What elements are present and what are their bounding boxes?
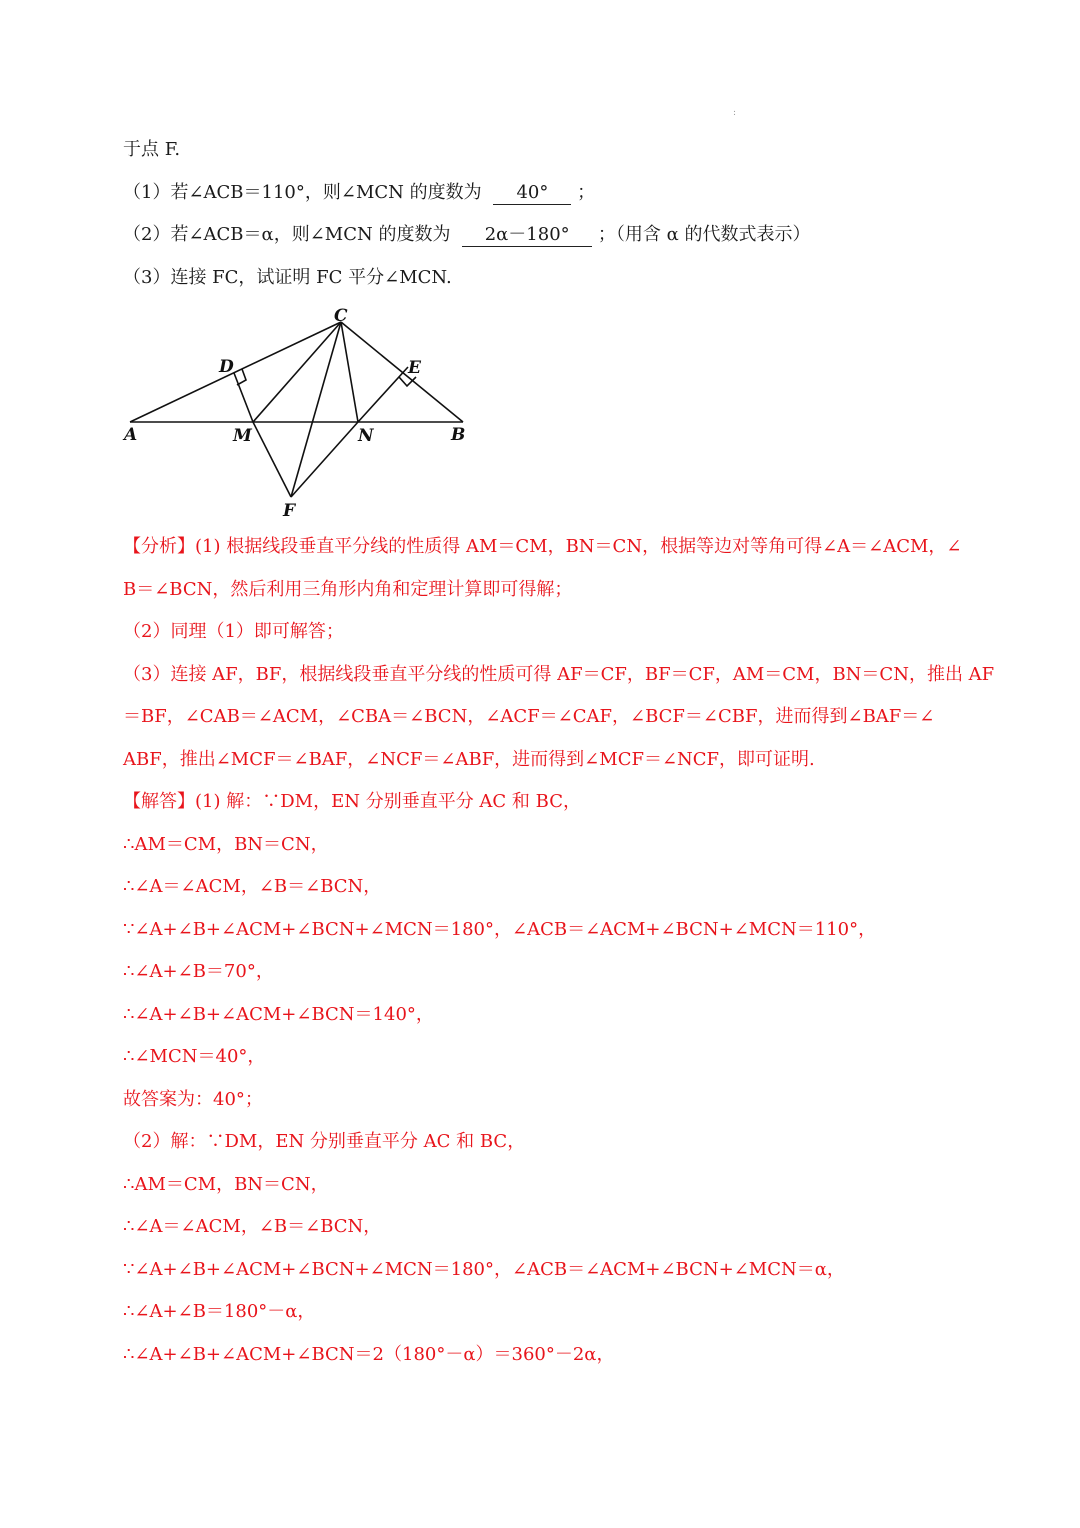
question-1-prefix: （1）若∠ACB＝110°，则∠MCN 的度数为 [123,182,482,203]
solution-line-7: ∴∠MCN＝40°， [123,1046,266,1067]
label-f: F [283,501,296,520]
solution-line-6: ∴∠A+∠B+∠ACM+∠BCN＝140°， [123,1004,434,1025]
segment-cn [341,322,358,422]
text-line-intro: 于点 F. [123,139,181,160]
solution-line-11: ∴∠A＝∠ACM，∠B＝∠BCN， [123,1216,382,1237]
segment-mf [253,422,291,497]
question-1 [123,180,990,206]
solution-line-3: ∴∠A＝∠ACM，∠B＝∠BCN， [123,876,382,897]
analysis-line-6: ABF，推出∠MCF＝∠BAF，∠NCF＝∠ABF，进而得到∠MCF＝∠NCF，即可证明. [123,749,815,770]
question-2-answer-blank: 2α－180° [462,224,592,247]
segment-ac [130,322,341,422]
solution-line-8: 故答案为：40°； [123,1089,263,1110]
solution-line-12: ∵∠A+∠B+∠ACM+∠BCN+∠MCN＝180°，∠ACB＝∠ACM+∠BCN+∠MCN＝α， [123,1259,845,1280]
segment-cf [291,322,341,497]
solution-line-2: ∴AM＝CM，BN＝CN， [123,834,329,855]
label-a: A [124,425,138,445]
segment-en [358,367,408,422]
question-2 [123,222,990,248]
label-d: D [219,357,234,377]
question-1-answer-blank: 40° [493,182,571,205]
analysis-line-3: （2）同理（1）即可解答； [123,621,344,642]
segment-cm [253,322,341,422]
solution-line-10: ∴AM＝CM，BN＝CN， [123,1174,329,1195]
analysis-line-1: 【分析】(1) 根据线段垂直平分线的性质得 AM＝CM，BN＝CN，根据等边对等角可得∠A＝∠ACM，∠ [123,536,962,557]
label-n: N [358,426,374,446]
solution-line-14: ∴∠A+∠B+∠ACM+∠BCN＝2（180°－α）＝360°－2α， [123,1344,615,1365]
solution-line-4: ∵∠A+∠B+∠ACM+∠BCN+∠MCN＝180°，∠ACB＝∠ACM+∠BCN+∠MCN＝110°， [123,919,877,940]
question-2-prefix: （2）若∠ACB＝α，则∠MCN 的度数为 [123,224,451,245]
geometry-diagram [118,300,478,520]
label-c: C [334,306,348,326]
geometry-figure [118,300,478,520]
solution-line-9: （2）解：∵DM，EN 分别垂直平分 AC 和 BC， [123,1131,526,1152]
solution-line-5: ∴∠A+∠B＝70°， [123,961,274,982]
label-b: B [451,425,466,445]
question-3: （3）连接 FC，试证明 FC 平分∠MCN. [123,267,452,288]
solution-line-1: 【解答】(1) 解：∵DM，EN 分别垂直平分 AC 和 BC， [123,791,581,812]
analysis-line-2: B＝∠BCN，然后利用三角形内角和定理计算即可得解； [123,579,573,600]
segment-dm [234,373,253,422]
analysis-line-4: （3）连接 AF，BF，根据线段垂直平分线的性质可得 AF＝CF，BF＝CF，AM＝CM，BN＝CN，推出 AF [123,664,995,685]
segment-bc [341,322,463,422]
label-e: E [408,358,421,378]
label-m: M [233,426,252,446]
question-2-suffix: ；（用含 α 的代数式表示） [597,224,811,245]
solution-line-13: ∴∠A+∠B＝180°－α， [123,1301,316,1322]
header-mark: : [733,108,737,118]
analysis-line-5: ＝BF，∠CAB＝∠ACM，∠CBA＝∠BCN，∠ACF＝∠CAF，∠BCF＝∠CBF，进而得到∠BAF＝∠ [123,706,935,727]
question-1-suffix: ； [577,182,596,203]
